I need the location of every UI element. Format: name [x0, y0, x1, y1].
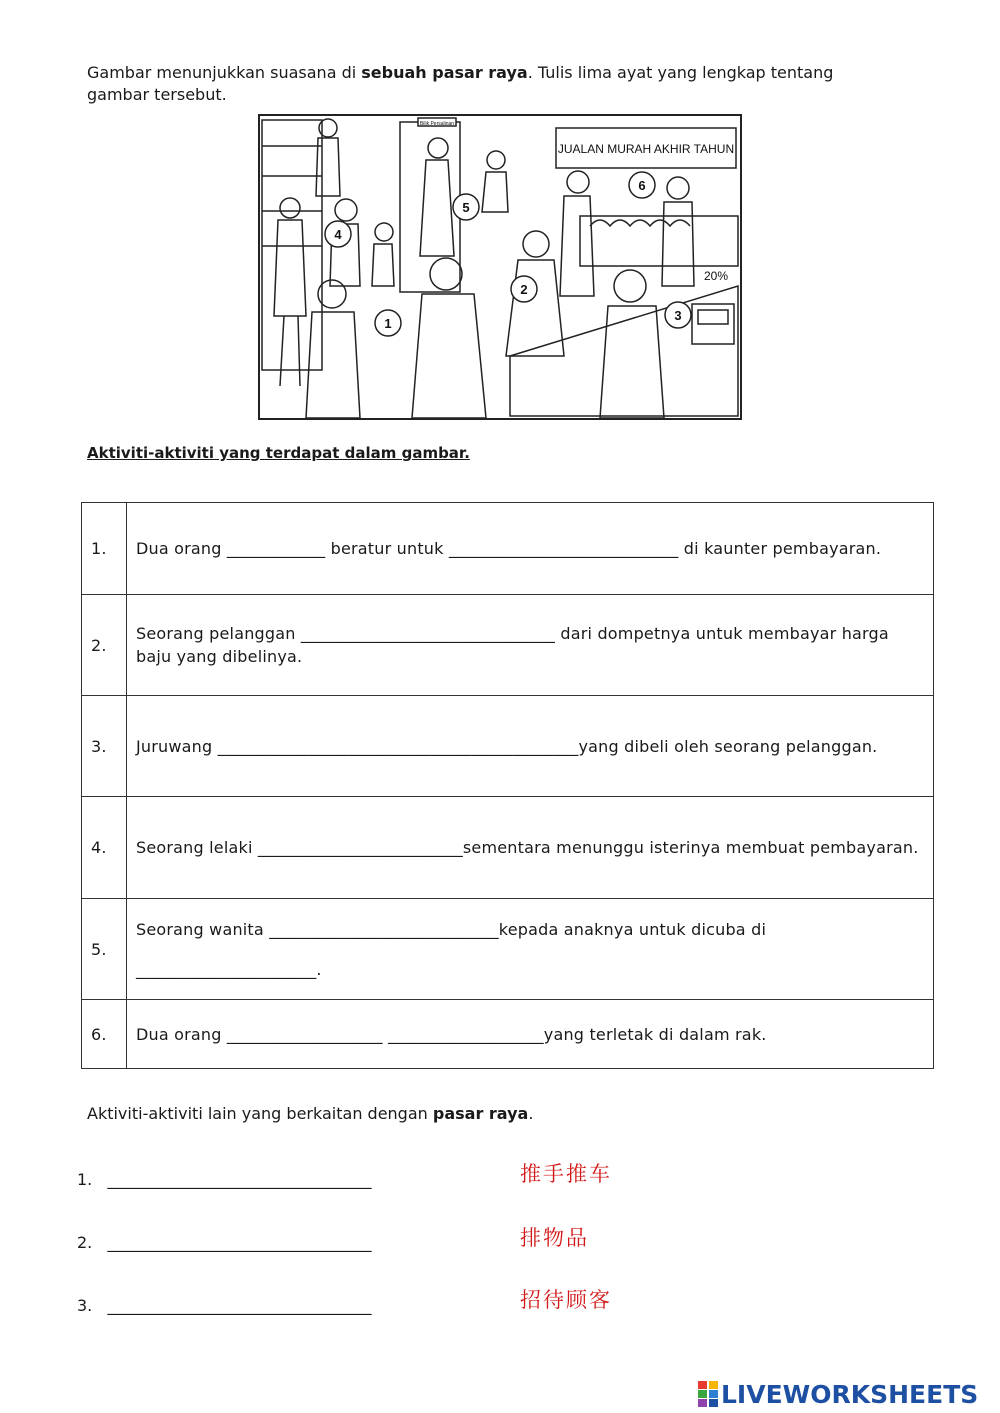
- table-row: [82, 797, 934, 899]
- row-number: 3.: [82, 696, 127, 797]
- illustration-drawing: [260, 116, 740, 418]
- marker-1: 1: [384, 316, 392, 331]
- marker-3: 3: [674, 308, 682, 323]
- people-figures: [274, 119, 694, 418]
- answer-line-1[interactable]: [77, 1170, 372, 1189]
- handwritten-answer-1: 推手推车: [520, 1162, 612, 1186]
- table-row: [82, 899, 934, 1000]
- instructions-part1: Gambar menunjukkan suasana di: [87, 63, 362, 82]
- row-sentence[interactable]: Dua orang ____________ beratur untuk ____________________________ di kaunter pembayaran.: [127, 503, 934, 595]
- changing-room-sign: Bilik Persalinan: [419, 121, 455, 127]
- row-sentence[interactable]: Juruwang ____________________________________________yang dibeli oleh seorang pelanggan.: [127, 696, 934, 797]
- row-number: 2.: [82, 595, 127, 696]
- activities-table: [81, 502, 934, 1069]
- instructions-bold: sebuah pasar raya: [361, 63, 528, 82]
- marker-5: 5: [462, 200, 470, 215]
- liveworksheets-brand[interactable]: [697, 1378, 978, 1410]
- table-row: [82, 595, 934, 696]
- table-row: [82, 503, 934, 595]
- row-number: 6.: [82, 1000, 127, 1069]
- row-sentence[interactable]: [127, 899, 934, 1000]
- row-number: 5.: [82, 899, 127, 1000]
- other-heading-part2: .: [528, 1104, 534, 1123]
- supermarket-illustration: [258, 114, 742, 420]
- marker-4: 4: [334, 227, 342, 242]
- answer-blank[interactable]: _________________________________: [107, 1233, 372, 1252]
- answer-line-3[interactable]: [77, 1296, 372, 1315]
- answer-number: 2.: [77, 1233, 93, 1252]
- marker-6: 6: [638, 178, 646, 193]
- answer-number: 3.: [77, 1296, 93, 1315]
- table-row: [82, 1000, 934, 1069]
- row-sentence-line2: ______________________.: [136, 959, 322, 979]
- other-heading-part1: Aktiviti-aktiviti lain yang berkaitan dengan: [87, 1104, 433, 1123]
- row-sentence[interactable]: Seorang lelaki _________________________sementara menunggu isterinya membuat pembayaran.: [127, 797, 934, 899]
- instructions-part2: . Tulis lima ayat yang lengkap tentang gambar tersebut.: [87, 63, 834, 104]
- row-sentence-line1: Seorang wanita ____________________________kepada anaknya untuk dicuba di: [136, 919, 767, 939]
- banner-text: JUALAN MURAH AKHIR TAHUN: [557, 142, 735, 156]
- liveworksheets-logo-icon: [697, 1380, 719, 1408]
- marker-2: 2: [520, 282, 528, 297]
- discount-label: 20%: [703, 269, 729, 283]
- brand-name: LIVEWORKSHEETS: [721, 1379, 979, 1409]
- answer-line-2[interactable]: [77, 1233, 372, 1252]
- answer-number: 1.: [77, 1170, 93, 1189]
- section-heading: Aktiviti-aktiviti yang terdapat dalam gambar.: [87, 444, 470, 462]
- row-sentence[interactable]: Dua orang ___________________ ___________________yang terletak di dalam rak.: [127, 1000, 934, 1069]
- shelf-unit: [262, 120, 322, 370]
- handwritten-answer-2: 排物品: [520, 1226, 589, 1250]
- row-number: 1.: [82, 503, 127, 595]
- answer-blank[interactable]: _________________________________: [107, 1170, 372, 1189]
- table-row: [82, 696, 934, 797]
- other-heading-bold: pasar raya: [432, 1104, 529, 1123]
- other-activities-heading: [87, 1104, 533, 1123]
- answer-blank[interactable]: _________________________________: [107, 1296, 372, 1315]
- instructions-text: [87, 62, 887, 106]
- row-number: 4.: [82, 797, 127, 899]
- row-sentence[interactable]: Seorang pelanggan _______________________________ dari dompetnya untuk membayar harga baju yang dibelinya.: [127, 595, 934, 696]
- handwritten-answer-3: 招待顾客: [520, 1288, 612, 1312]
